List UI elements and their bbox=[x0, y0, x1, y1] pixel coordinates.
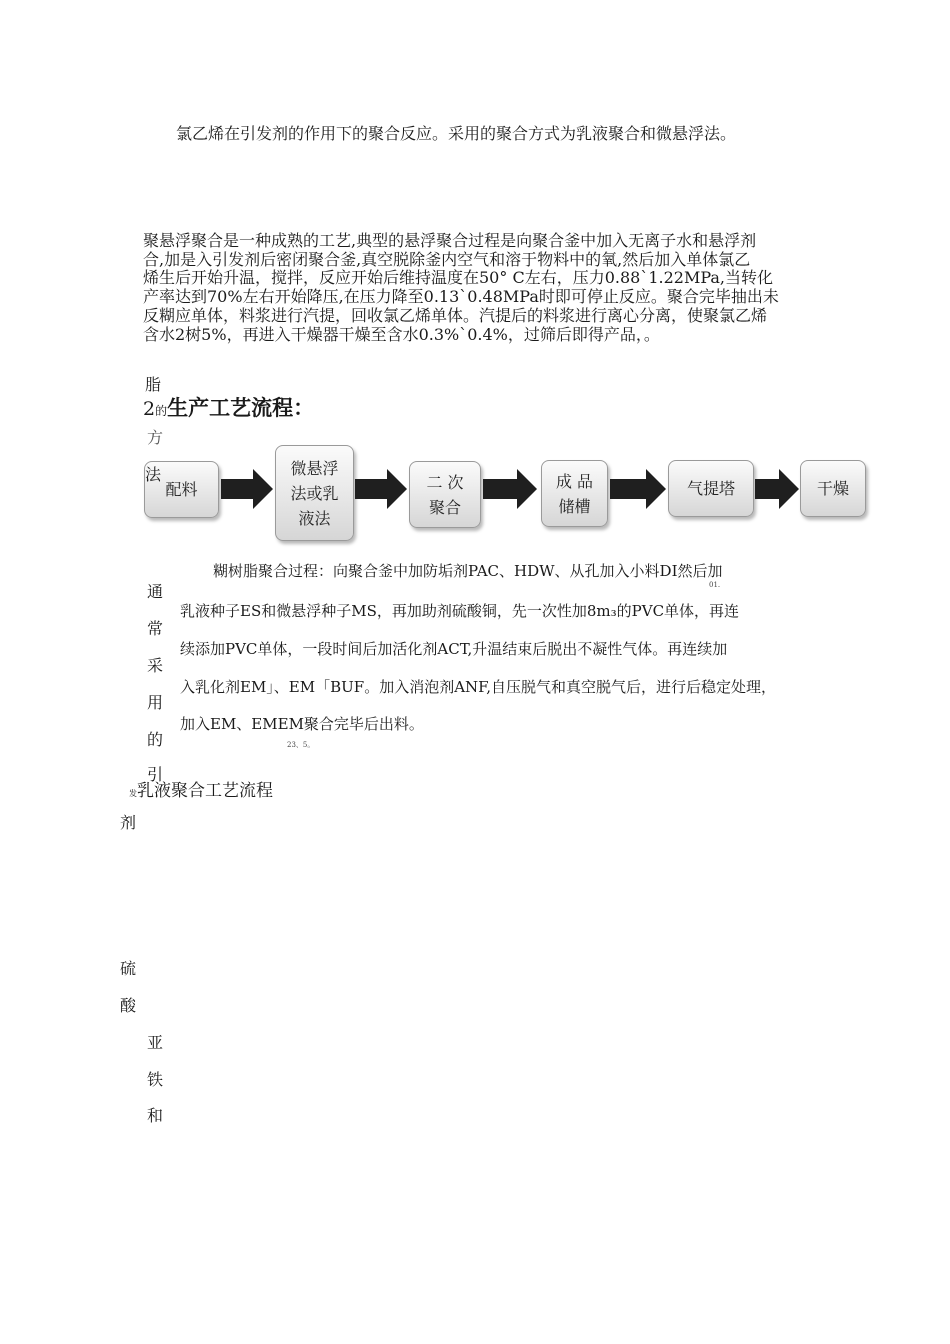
paragraph-line: 聚悬浮聚合是一种成熟的工艺,典型的悬浮聚合过程是向聚合釜中加入无离子水和悬浮剂 bbox=[143, 231, 757, 250]
flow-step-label: 成 品 储槽 bbox=[555, 471, 594, 516]
suspension-paragraph bbox=[143, 232, 823, 344]
margin-char: 方 bbox=[147, 428, 164, 447]
paste-line-1: 糊树脂聚合过程：向聚合釜中加防垢剂PAC、HDW、从孔加入小料DI然后加 bbox=[213, 562, 723, 580]
flow-step-drying bbox=[800, 460, 866, 517]
heading-small: 的 bbox=[155, 404, 168, 418]
margin-char: 法 bbox=[145, 465, 162, 484]
footnote-mark: 23、5。 bbox=[287, 741, 315, 749]
margin-char: 引 bbox=[147, 765, 164, 784]
flow-step-secondary-polymerization bbox=[409, 461, 481, 528]
flow-step-label: 气提塔 bbox=[686, 479, 735, 498]
footnote-mark: 01. bbox=[709, 581, 721, 589]
paragraph-line: 合,加是入引发剂后密闭聚合釜,真空脱除釜内空气和溶于物料中的氧,然后加入单体氯乙 bbox=[143, 249, 751, 269]
margin-char: 硫 bbox=[120, 959, 137, 978]
flow-arrow bbox=[483, 469, 539, 509]
flow-step-label: 二 次 聚合 bbox=[426, 472, 464, 517]
paste-line-4: 入乳化剂EM」、EM「BUF。加入消泡剂ANF,自压脱气和真空脱气后，进行后稳定处理， bbox=[180, 678, 776, 696]
margin-char: 常 bbox=[147, 619, 164, 638]
margin-char: 和 bbox=[147, 1106, 164, 1125]
flow-arrow bbox=[755, 469, 801, 509]
emulsion-heading bbox=[129, 776, 273, 801]
paste-line-3: 续添加PVC单体，一段时间后加活化剂ACT,升温结束后脱出不凝性气体。再连续加 bbox=[180, 640, 728, 658]
section-heading bbox=[143, 392, 314, 422]
flow-step-stripping-tower bbox=[668, 460, 754, 517]
flow-step-microsuspension bbox=[275, 445, 354, 541]
paragraph-line: 烯生后开始升温，搅拌，反应开始后维持温度在50° C左右，压力0.88`1.22MPa,当转化 bbox=[143, 268, 773, 288]
flow-arrow bbox=[610, 469, 668, 509]
intro-text: 氯乙烯在引发剂的作用下的聚合反应。采用的聚合方式为乳液聚合和微悬浮法。 bbox=[176, 124, 737, 143]
paragraph-line: 产率达到70%左右开始降压,在压力降至0.13`0.48MPa时即可停止反应。聚合完毕抽出未 bbox=[143, 287, 779, 307]
flow-arrow bbox=[355, 469, 409, 509]
paragraph-line: 反糊应单体，料浆进行汽提，回收氯乙烯单体。汽提后的料浆进行离心分离，使聚氯乙烯 bbox=[143, 305, 768, 325]
margin-char: 脂 bbox=[145, 375, 162, 394]
margin-char: 用 bbox=[147, 693, 164, 712]
margin-char: 亚 bbox=[147, 1033, 164, 1052]
heading-number: 2 bbox=[143, 398, 156, 420]
margin-char: 酸 bbox=[120, 996, 137, 1015]
paste-line-2: 乳液种子ES和微悬浮种子MS，再加助剂硫酸铜，先一次性加8m₃的PVC单体，再连 bbox=[180, 602, 740, 620]
margin-char: 铁 bbox=[147, 1070, 164, 1089]
paragraph-line: 含水2树5%，再进入干燥器干燥至含水0.3%`0.4%，过筛后即得产品，。 bbox=[143, 324, 660, 344]
heading-small: 发 bbox=[129, 789, 137, 798]
heading-text: 生产工艺流程： bbox=[167, 396, 315, 420]
flow-step-product-tank bbox=[541, 460, 608, 527]
flow-step-label: 干燥 bbox=[816, 479, 849, 498]
margin-char: 采 bbox=[147, 656, 164, 675]
margin-char: 通 bbox=[147, 582, 164, 601]
margin-char: 的 bbox=[147, 730, 164, 749]
flow-arrow bbox=[221, 469, 275, 509]
flow-step-label: 微悬浮 法或乳 液法 bbox=[290, 458, 339, 528]
margin-char: 剂 bbox=[120, 813, 137, 832]
paste-line-5: 加入EM、EMEM聚合完毕后出料。 bbox=[180, 715, 424, 733]
flow-step-label: 配料 bbox=[165, 480, 198, 499]
heading-text: 乳液聚合工艺流程 bbox=[137, 781, 273, 801]
